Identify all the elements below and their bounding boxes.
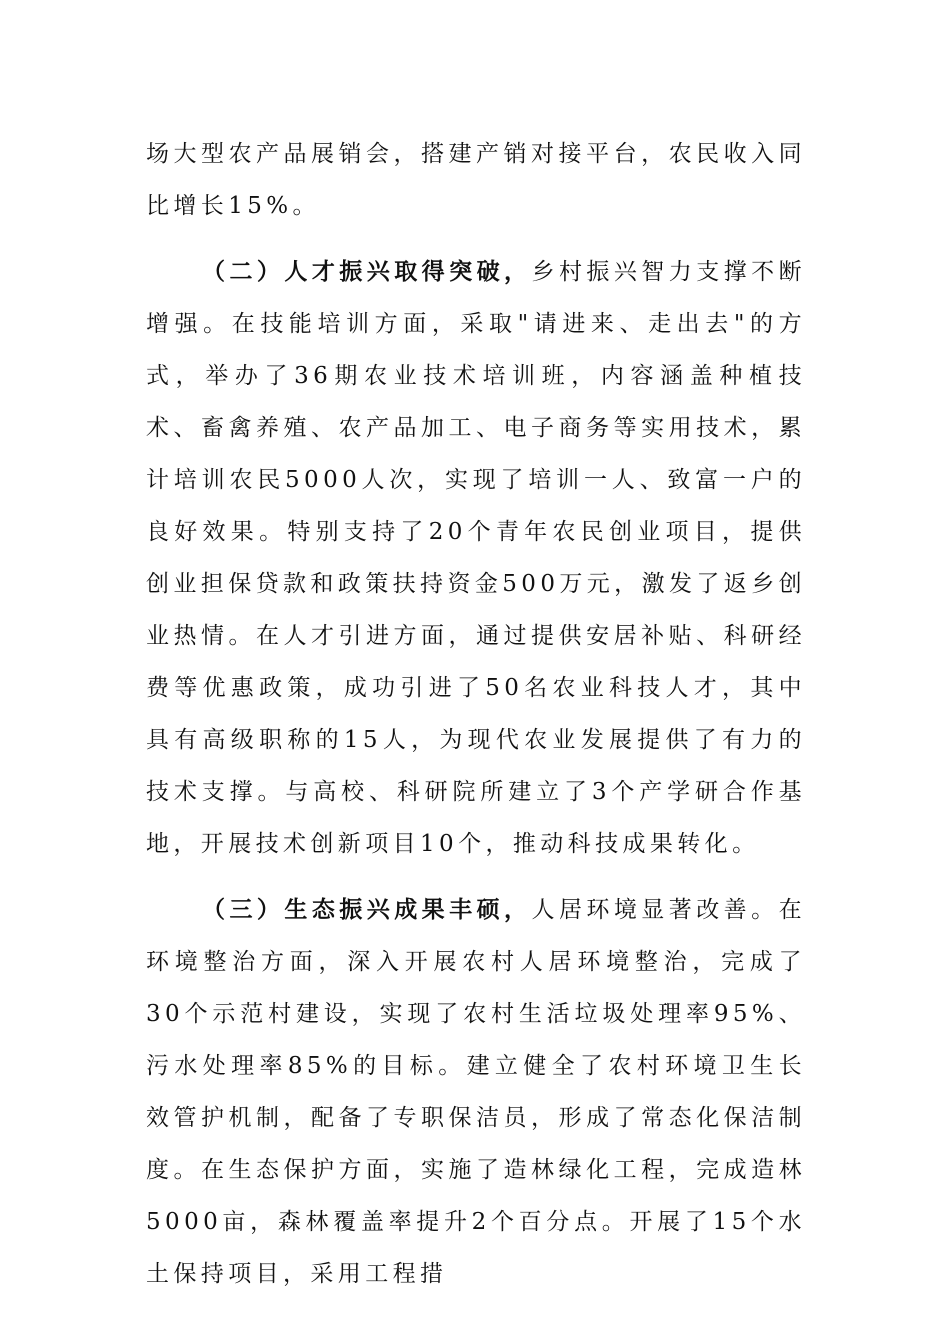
paragraph-text: 乡村振兴智力支撑不断增强。在技能培训方面，采取"请进来、走出去"的方式，举办了36期农业技术培训班，内容涵盖种植技术、畜禽养殖、农产品加工、电子商务等实用技术，累计培训农民5000人次，实现了培训一人、致富一户的良好效果。特别支持了20个青年农民创业项目，提供创业担保贷款和政策扶持资金500万元，激发了返乡创业热情。在人才引进方面，通过提供安居补贴、科研经费等优惠政策，成功引进了50名农业科技人才，其中具有高级职称的15人，为现代农业发展提供了有力的技术支撑。与高校、科研院所建立了3个产学研合作基地，开展技术创新项目10个，推动科技成果转化。 (146, 259, 806, 857)
paragraph-continuation (146, 128, 806, 232)
paragraph-heading: （三）生态振兴成果丰硕， (202, 897, 532, 923)
paragraph-text: 人居环境显著改善。在环境整治方面，深入开展农村人居环境整治，完成了30个示范村建设，实现了农村生活垃圾处理率95%、污水处理率85%的目标。建立健全了农村环境卫生长效管护机制，配备了专职保洁员，形成了常态化保洁制度。在生态保护方面，实施了造林绿化工程，完成造林5000亩，森林覆盖率提升2个百分点。开展了15个水土保持项目，采用工程措 (146, 897, 806, 1287)
paragraph-talent-revitalization (146, 246, 806, 870)
paragraph-ecological-revitalization (146, 884, 806, 1300)
document-body (146, 128, 806, 1300)
paragraph-heading: （二）人才振兴取得突破， (202, 259, 532, 285)
paragraph-text: 场大型农产品展销会，搭建产销对接平台，农民收入同比增长15%。 (146, 141, 806, 219)
